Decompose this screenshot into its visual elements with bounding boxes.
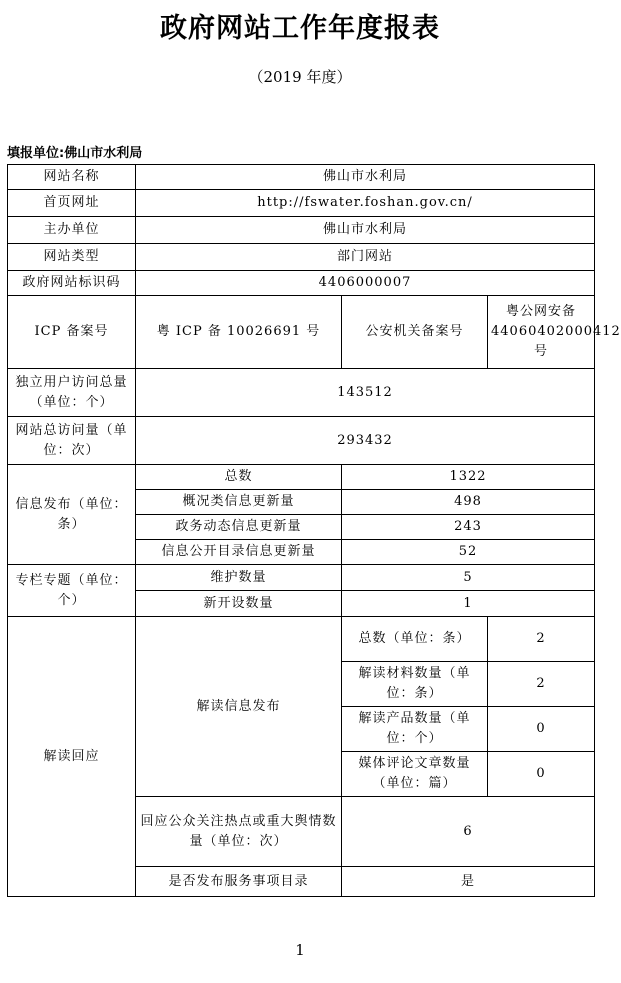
label-cell: 网站名称 — [8, 165, 136, 190]
label-cell: 媒体评论文章数量（单位：篇） — [342, 752, 488, 797]
label-cell: 解读产品数量（单位：个） — [342, 707, 488, 752]
label-cell: 新开设数量 — [136, 591, 342, 617]
value-cell: 6 — [342, 797, 595, 867]
report-title: 政府网站工作年度报表 — [160, 13, 440, 44]
value-cell: 2 — [488, 617, 595, 662]
value-cell: 粤 ICP 备 10026691 号 — [136, 296, 342, 369]
value-cell: 0 — [488, 752, 595, 797]
table-row — [8, 244, 595, 271]
label-cell: 维护数量 — [136, 565, 342, 591]
label-cell: 网站总访问量（单位：次） — [8, 417, 136, 465]
label-cell: 政府网站标识码 — [8, 271, 136, 296]
value-cell: 1 — [342, 591, 595, 617]
label-cell: 解读回应 — [8, 617, 136, 897]
table-row — [8, 271, 595, 296]
label-cell: 政务动态信息更新量 — [136, 515, 342, 540]
label-cell: 首页网址 — [8, 190, 136, 217]
label-cell: 概况类信息更新量 — [136, 490, 342, 515]
table-row — [8, 617, 595, 662]
table-row — [8, 165, 595, 190]
label-cell: 独立用户访问总量（单位：个） — [8, 369, 136, 417]
table-row — [8, 296, 595, 369]
table-row — [8, 190, 595, 217]
table-row — [8, 217, 595, 244]
label-cell: 网站类型 — [8, 244, 136, 271]
filler-unit: 填报单位:佛山市水利局 — [7, 146, 143, 161]
table-row — [8, 417, 595, 465]
value-cell: 498 — [342, 490, 595, 515]
value-cell: 52 — [342, 540, 595, 565]
value-cell: 0 — [488, 707, 595, 752]
value-cell: 4406000007 — [136, 271, 595, 296]
table-row — [8, 369, 595, 417]
value-cell: 粤公网安备 44060402000412 号 — [488, 296, 595, 369]
value-cell: 佛山市水利局 — [136, 165, 595, 190]
value-cell: 佛山市水利局 — [136, 217, 595, 244]
value-cell: 2 — [488, 662, 595, 707]
report-year: （2019 年度） — [248, 68, 352, 86]
label-cell: 总数 — [136, 465, 342, 490]
page-number: 1 — [295, 941, 305, 959]
report-table — [7, 164, 621, 897]
label-cell: 是否发布服务事项目录 — [136, 867, 342, 897]
value-cell: http://fswater.foshan.gov.cn/ — [136, 190, 595, 217]
label-cell: 主办单位 — [8, 217, 136, 244]
value-cell: 1322 — [342, 465, 595, 490]
label-cell: ICP 备案号 — [8, 296, 136, 369]
label-cell: 总数（单位：条） — [342, 617, 488, 662]
label-cell: 解读信息发布 — [136, 617, 342, 797]
value-cell: 293432 — [136, 417, 595, 465]
value-cell: 5 — [342, 565, 595, 591]
label-cell: 信息公开目录信息更新量 — [136, 540, 342, 565]
value-cell: 243 — [342, 515, 595, 540]
value-cell: 143512 — [136, 369, 595, 417]
label-cell: 专栏专题（单位：个） — [8, 565, 136, 617]
value-cell: 是 — [342, 867, 595, 897]
label-cell: 公安机关备案号 — [342, 296, 488, 369]
label-cell: 信息发布（单位：条） — [8, 465, 136, 565]
table-row — [8, 565, 595, 591]
value-cell: 部门网站 — [136, 244, 595, 271]
table-row — [8, 465, 595, 490]
label-cell: 解读材料数量（单位：条） — [342, 662, 488, 707]
label-cell: 回应公众关注热点或重大舆情数量（单位：次） — [136, 797, 342, 867]
